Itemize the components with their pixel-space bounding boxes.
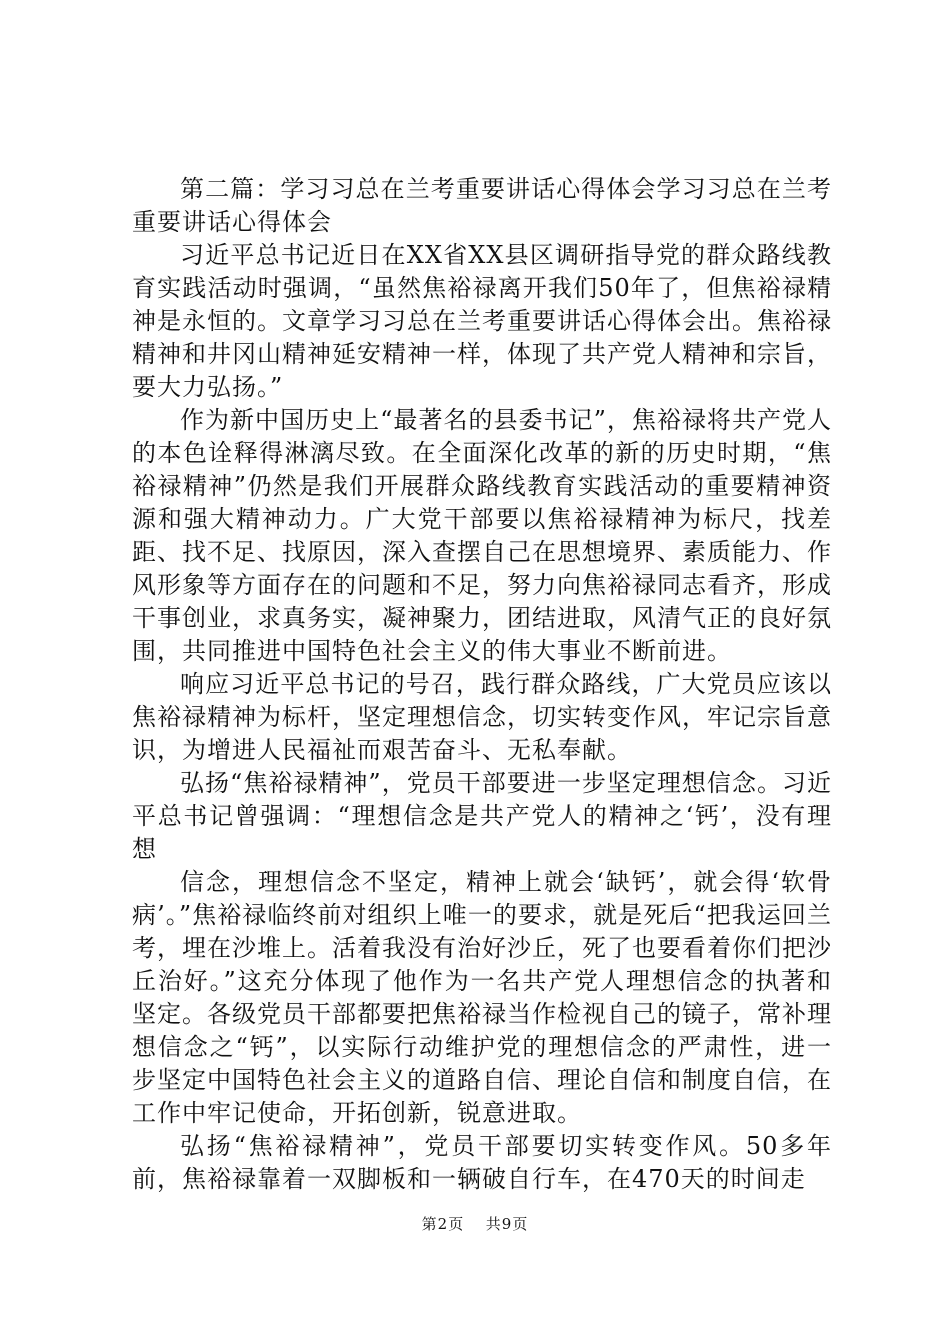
paragraph: 响应习近平总书记的号召，践行群众路线，广大党员应该以焦裕禄精神为标杆，坚定理想信念，切实转变作风，牢记宗旨意识，为增进人民福祉而艰苦奋斗、无私奉献。: [132, 670, 832, 764]
page-footer: [0, 1213, 950, 1234]
paragraph: 弘扬“焦裕禄精神”，党员干部要切实转变作风。50多年前，焦裕禄靠着一双脚板和一辆破自行车，在470天的时间走: [132, 1132, 832, 1193]
page-number: 第2页: [421, 1215, 465, 1233]
page-total: 共9页: [485, 1215, 529, 1233]
document-title: 第二篇：学习习总在兰考重要讲话心得体会学习习总在兰考重要讲话心得体会: [132, 175, 832, 236]
paragraph: 信念，理想信念不坚定，精神上就会‘缺钙’，就会得‘软骨病’。”焦裕禄临终前对组织上唯一的要求，就是死后“把我运回兰考，埋在沙堆上。活着我没有治好沙丘，死了也要看着你们把沙丘治好。”这充分体现了他作为一名共产党人理想信念的执著和坚定。各级党员干部都要把焦裕禄当作检视自己的镜子，常补理想信念之“钙”，以实际行动维护党的理想信念的严肃性，进一步坚定中国特色社会主义的道路自信、理论自信和制度自信，在工作中牢记使命，开拓创新，锐意进取。: [132, 868, 832, 1127]
paragraph: 弘扬“焦裕禄精神”，党员干部要进一步坚定理想信念。习近平总书记曾强调：“理想信念是共产党人的精神之‘钙’，没有理想: [132, 769, 832, 863]
paragraph: 作为新中国历史上“最著名的县委书记”，焦裕禄将共产党人的本色诠释得淋漓尽致。在全面深化改革的新的历史时期，“焦裕禄精神”仍然是我们开展群众路线教育实践活动的重要精神资源和强大精神动力。广大党干部要以焦裕禄精神为标尺，找差距、找不足、找原因，深入查摆自己在思想境界、素质能力、作风形象等方面存在的问题和不足，努力向焦裕禄同志看齐，形成干事创业，求真务实，凝神聚力，团结进取，风清气正的良好氛围，共同推进中国特色社会主义的伟大事业不断前进。: [132, 406, 832, 665]
document-body: [132, 173, 832, 1196]
paragraph: 习近平总书记近日在XX省XX县区调研指导党的群众路线教育实践活动时强调，“虽然焦裕禄离开我们50年了，但焦裕禄精神是永恒的。文章学习习总在兰考重要讲话心得体会出。焦裕禄精神和井冈山精神延安精神一样，体现了共产党人精神和宗旨，要大力弘扬。”: [132, 241, 832, 401]
